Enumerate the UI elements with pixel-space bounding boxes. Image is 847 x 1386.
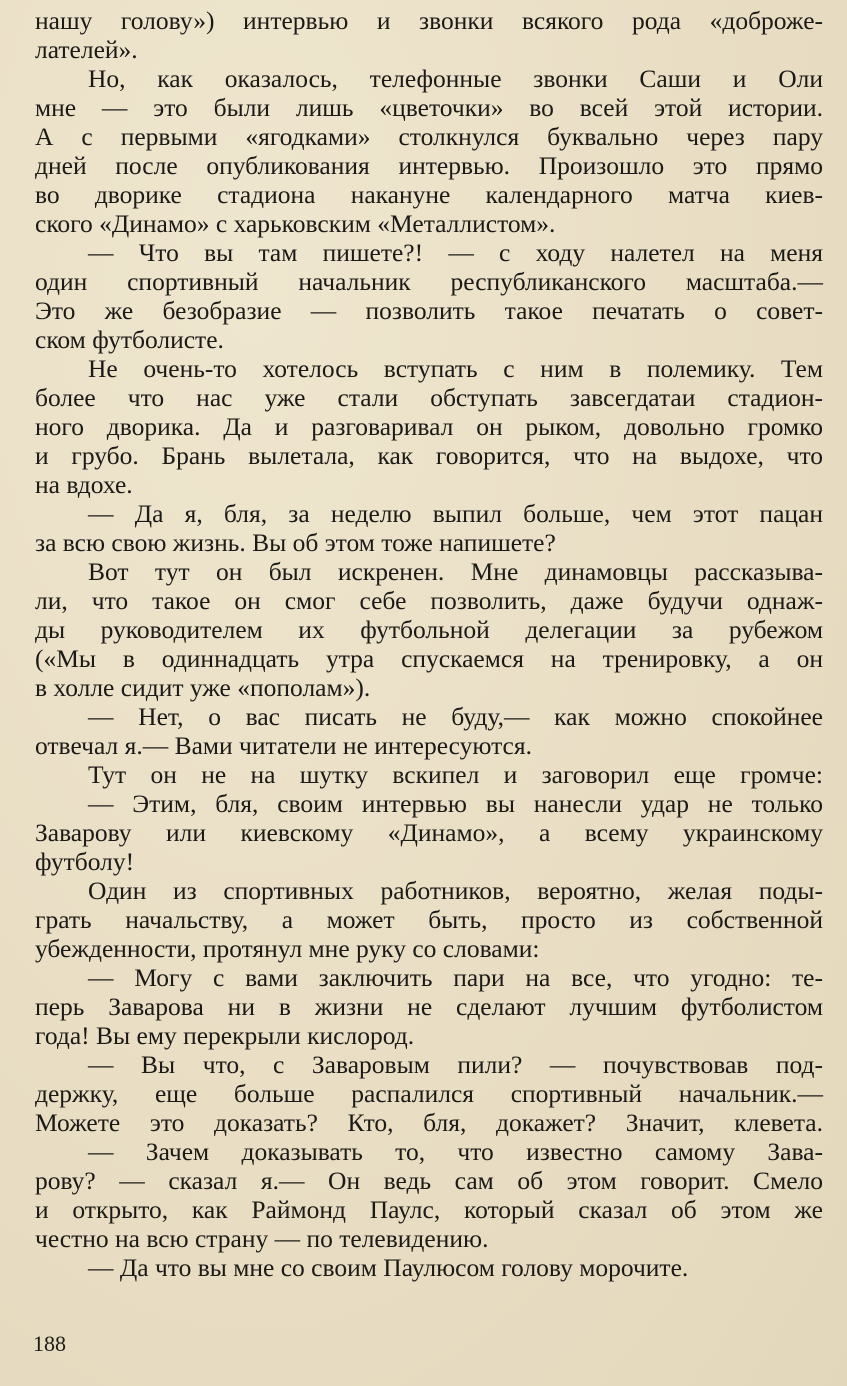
text-line: мне — это были лишь «цветочки» во всей этой истории. (35, 93, 823, 122)
text-line: — Да я, бля, за неделю выпил больше, чем этот пацан (88, 499, 823, 528)
text-line: ды руководителем их футбольной делегации за рубежом (35, 615, 823, 644)
text-line: на вдохе. (35, 470, 133, 499)
text-line: Заварову или киевскому «Динамо», а всему украинскому (35, 818, 823, 847)
text-line: честно на всю страну — по телевидению. (35, 1224, 489, 1253)
text-line: за всю свою жизнь. Вы об этом тоже напишете? (35, 528, 556, 557)
text-line: нашу голову») интервью и звонки всякого рода «доброже- (35, 6, 823, 35)
text-line: рову? — сказал я.— Он ведь сам об этом говорит. Смело (35, 1166, 823, 1195)
body-text (35, 6, 823, 1282)
text-line: — Вы что, с Заваровым пили? — почувствовав под- (88, 1050, 823, 1079)
text-line: Но, как оказалось, телефонные звонки Саши и Оли (88, 64, 823, 93)
text-line: более что нас уже стали обступать завсегдатаи стадион- (35, 383, 823, 412)
text-line: лателей». (35, 35, 138, 64)
text-line: Вот тут он был искренен. Мне динамовцы рассказыва- (88, 557, 823, 586)
text-line: — Да что вы мне со своим Паулюсом голову морочите. (88, 1253, 689, 1282)
text-line: ском футболисте. (35, 325, 224, 354)
page-number: 188 (33, 1331, 66, 1356)
text-line: во дворике стадиона накануне календарного матча киев- (35, 180, 823, 209)
text-line: Не очень-то хотелось вступать с ним в полемику. Тем (88, 354, 823, 383)
text-line: ли, что такое он смог себе позволить, даже будучи однаж- (35, 586, 823, 615)
text-line: футболу! (35, 847, 135, 876)
text-line: — Что вы там пишете?! — с ходу налетел на меня (88, 238, 823, 267)
text-line: убежденности, протянул мне руку со словами: (35, 934, 540, 963)
text-line: Можете это доказать? Кто, бля, докажет? Значит, клевета. (35, 1108, 823, 1137)
text-line: ского «Динамо» с харьковским «Металлистом». (35, 209, 556, 238)
text-line: — Зачем доказывать то, что известно самому Зава- (88, 1137, 823, 1166)
text-line: и открыто, как Раймонд Паулс, который сказал об этом же (35, 1195, 823, 1224)
text-line: держку, еще больше распалился спортивный начальник.— (35, 1079, 823, 1108)
text-line: и грубо. Брань вылетала, как говорится, что на выдохе, что (35, 441, 823, 470)
text-line: — Могу с вами заключить пари на все, что угодно: те- (88, 963, 823, 992)
text-line: — Этим, бля, своим интервью вы нанесли удар не только (88, 789, 823, 818)
text-line: в холле сидит уже «пополам»). (35, 673, 371, 702)
text-line: («Мы в одиннадцать утра спускаемся на тренировку, а он (35, 644, 823, 673)
text-line: Один из спортивных работников, вероятно, желая поды- (88, 876, 823, 905)
text-line: грать начальству, а может быть, просто из собственной (35, 905, 823, 934)
text-line: один спортивный начальник республиканского масштаба.— (35, 267, 823, 296)
text-line: перь Заварова ни в жизни не сделают лучшим футболистом (35, 992, 823, 1021)
text-line: дней после опубликования интервью. Произошло это прямо (35, 151, 823, 180)
text-line: Тут он не на шутку вскипел и заговорил еще громче: (88, 760, 823, 789)
text-line: — Нет, о вас писать не буду,— как можно спокойнее (88, 702, 823, 731)
text-line: Это же безобразие — позволить такое печатать о совет- (35, 296, 823, 325)
text-line: отвечал я.— Вами читатели не интересуются. (35, 731, 532, 760)
text-line: ного дворика. Да и разговаривал он рыком, довольно громко (35, 412, 823, 441)
text-line: года! Вы ему перекрыли кислород. (35, 1021, 415, 1050)
text-line: А с первыми «ягодками» столкнулся буквально через пару (35, 122, 823, 151)
